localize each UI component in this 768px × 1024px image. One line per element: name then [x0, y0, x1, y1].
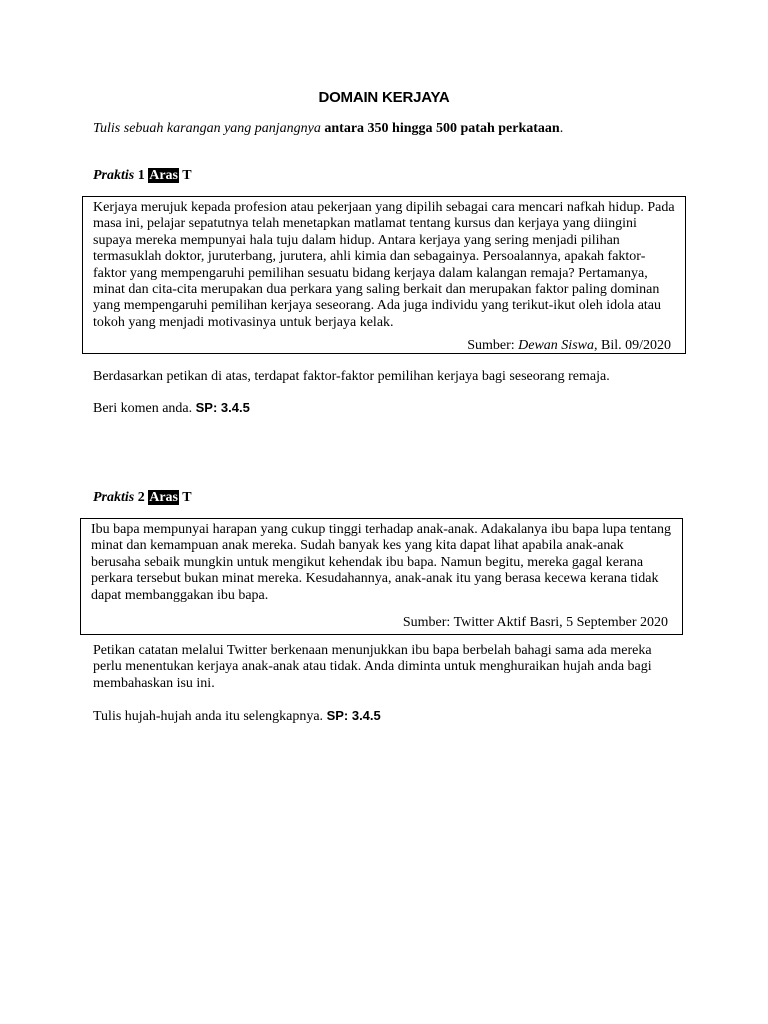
question-text: Berdasarkan petikan di atas, terdapat faktor-faktor pemilihan kerjaya bagi seseorang remaja. — [93, 369, 610, 384]
sp-code: SP: 3.4.5 — [326, 708, 381, 723]
aras-badge: Aras — [149, 168, 179, 183]
praktis-label: Praktis — [93, 168, 135, 183]
source-line: Sumber: Twitter Aktif Basri, 5 September 2020 — [402, 615, 668, 630]
instruction-italic: Tulis sebuah karangan yang panjangnya — [93, 121, 321, 136]
source-title: Dewan Siswa — [518, 338, 594, 353]
sp-code: SP: 3.4.5 — [195, 400, 250, 415]
praktis-label: Praktis — [93, 490, 135, 505]
praktis-2-heading — [93, 490, 192, 506]
passage-text: Ibu bapa mempunyai harapan yang cukup tinggi terhadap anak-anak. Adakalanya ibu bapa lupa tentang minat dan kemampuan anak mereka. Sudah banyak kes yang kita dapat lihat apabila anak-anak berusaha sebaik mungkin untuk mengikut kehendak ibu bapa. Namun begitu, mereka gagal kerana perkara tersebut bukan minat mereka. Kesudahannya, anak-anak itu yang berasa kecewa kerana tidak dapat membanggakan ibu bapa. — [91, 522, 672, 603]
instruction-text — [93, 121, 563, 137]
instruction-bold: antara 350 hingga 500 patah perkataan — [324, 121, 560, 136]
source-prefix: Sumber: — [467, 338, 519, 353]
praktis-1-heading — [93, 168, 192, 184]
passage-box-1 — [82, 196, 686, 354]
source-suffix: , Bil. 09/2020 — [593, 338, 671, 353]
aras-level: T — [182, 168, 192, 183]
aras-level: T — [182, 490, 192, 505]
page-title: DOMAIN KERJAYA — [318, 89, 450, 106]
praktis-number: 2 — [137, 490, 145, 505]
question-instruction-text: Tulis hujah-hujah anda itu selengkapnya. — [93, 709, 324, 724]
instruction-end: . — [559, 121, 564, 136]
question-instruction — [93, 400, 683, 417]
passage-box-2 — [80, 518, 683, 635]
question-instruction — [93, 708, 683, 725]
question-text: Petikan catatan melalui Twitter berkenaan menunjukkan ibu bapa berbelah bahagi sama ada mereka perlu menentukan kerjaya anak-anak atau tidak. Anda diminta untuk menghuraikan hujah anda bagi membahaskan isu ini. — [93, 643, 652, 691]
source-line — [467, 338, 671, 354]
question-instruction-text: Beri komen anda. — [93, 401, 193, 416]
aras-badge: Aras — [149, 490, 179, 505]
praktis-number: 1 — [137, 168, 145, 183]
passage-text: Kerjaya merujuk kepada profesion atau pekerjaan yang dipilih sebagai cara mencari nafkah hidup. Pada masa ini, pelajar sepatutnya telah menetapkan matlamat tentang kursus dan kerjaya yang diingini supaya mereka mempunyai hala tuju dalam hidup. Antara kerjaya yang sering menjadi pilihan termasuklah doktor, juruterbang, jurutera, ahli kimia dan sebagainya. Persoalannya, apakah faktor-faktor yang mempengaruhi pemilihan sesuatu bidang kerjaya dalam kalangan remaja? Pertamanya, minat dan cita-cita merupakan dua perkara yang saling berkait dan merupakan faktor paling dominan yang mempengaruhi pemilihan kerjaya seseorang. Ada juga individu yang terikut-ikut oleh idola atau tokoh yang menjadi motivasinya untuk berjaya kelak. — [93, 200, 675, 330]
